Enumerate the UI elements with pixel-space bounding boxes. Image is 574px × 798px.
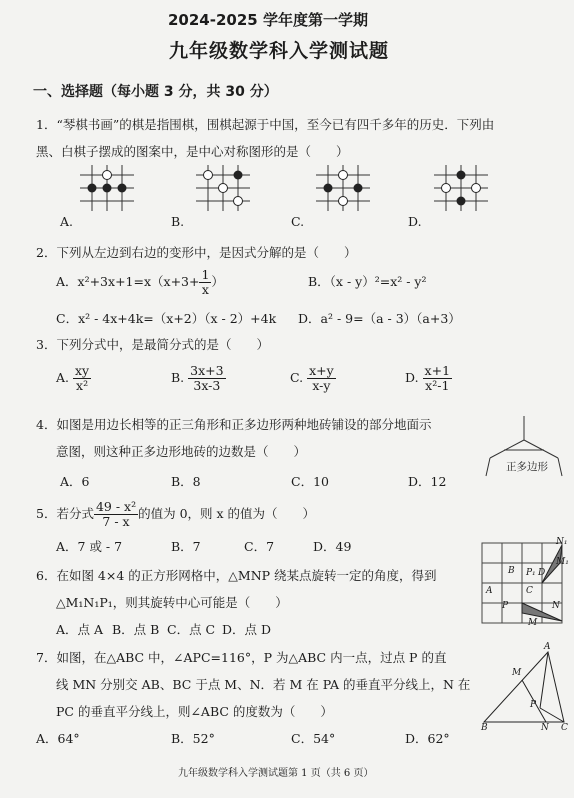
q3-b-label: B. [171,370,185,385]
q1-option-a[interactable]: A. [60,214,74,229]
q3-b-den: 3x-3 [193,378,221,393]
q3-text: 3．下列分式中，是最简分式的是（ ） [36,337,269,352]
q1-board-b [196,165,250,211]
q7-option-b[interactable]: B．52° [171,731,215,746]
q6-label-n1: N₁ [556,537,568,547]
section-title: 一、选择题（每小题 3 分，共 30 分） [33,84,278,100]
q2-option-a-pre: A．x²+3x+1=x（x+3+ [56,274,200,289]
q5-den: 7 - x [102,514,130,529]
q5-pre: 5．若分式 [36,506,94,521]
q2-a-den: x [201,282,209,297]
q7-label-c: C [561,723,568,733]
q5-num: 49 - x² [95,499,137,514]
q3-c-fraction [307,364,336,393]
q3-d-fraction [423,364,452,393]
q5-option-d[interactable]: D．49 [313,539,352,554]
q3-option-c[interactable] [290,364,336,393]
q3-c-num: x+y [309,363,334,378]
q4-text2: 意图，则这种正多边形地砖的边数是（ ） [56,444,307,459]
q2-option-c[interactable]: C．x² - 4x+4k=（x+2）（x - 2）+4k [56,311,277,326]
q1-option-d[interactable]: D. [408,214,422,229]
q6-text1: 6．在如图 4×4 的正方形网格中，△MNP 绕某点旋转一定的角度，得到 [36,568,437,583]
q4-text1: 4．如图是用边长相等的正三角形和正多边形两种地砖铺设的部分地面示 [36,417,432,432]
q6-label-b: B [508,566,515,576]
q6-text2: △M₁N₁P₁，则其旋转中心可能是（ ） [56,595,288,610]
q5-option-b[interactable]: B．7 [171,539,201,554]
q3-c-label: C. [290,370,304,385]
q3-d-label: D. [405,370,419,385]
q2-option-d[interactable]: D．a² - 9=（a - 3）（a+3） [298,311,461,326]
q3-c-den: x-y [312,378,331,393]
q3-option-d[interactable] [405,364,452,393]
q5-post: 的值为 0，则 x 的值为（ ） [138,506,316,521]
q7-option-a[interactable]: A．64° [36,731,80,746]
q7-option-d[interactable]: D．62° [405,731,450,746]
q1-option-c[interactable]: C. [291,214,305,229]
q1-text1: 1．“琴棋书画”的棋是指围棋，围棋起源于中国，至今已有四千多年的历史．下列由 [36,117,495,132]
q6-option-c[interactable]: C．点 C [167,622,216,637]
q1-board-d [434,165,488,211]
q7-label-b: B [481,723,488,733]
q7-text3: PC 的垂直平分线上，则∠ABC 的度数为（ ） [56,704,333,719]
q6-label-p: P [502,601,509,611]
q6-label-p1: P₁ [526,568,536,578]
q1-option-b[interactable]: B. [171,214,185,229]
q7-option-c[interactable]: C．54° [291,731,336,746]
q6-label-m: M [528,618,538,628]
q6-label-d: D [538,568,546,578]
page-footer: 九年级数学科入学测试题第 1 页（共 6 页） [178,768,374,779]
q6-option-b[interactable]: B．点 B [112,622,160,637]
q3-d-den: x²-1 [425,378,450,393]
q6-label-n: N [552,601,560,611]
q3-a-label: A. [56,370,70,385]
q4-figure-label: 正多边形 [506,461,548,473]
q2-option-a-fraction [199,268,211,297]
q7-label-n: N [541,723,549,733]
q6-option-a[interactable]: A．点 A [56,622,104,637]
q1-text2: 黑、白棋子摆成的图案中，是中心对称图形的是（ ） [36,144,349,159]
q4-option-b[interactable]: B．8 [171,474,201,489]
q3-option-b[interactable] [171,364,226,393]
q4-option-a[interactable]: A．6 [60,474,90,489]
q7-label-a: A [544,642,551,652]
q3-a-den: x² [76,378,89,393]
q3-b-fraction [188,364,225,393]
q2-option-b[interactable]: B．（x - y）²=x² - y² [308,274,427,289]
q3-a-fraction [73,364,91,393]
header-line1: 2024-2025 学年度第一学期 [168,11,368,29]
q7-label-p: P [530,700,537,710]
q6-option-d[interactable]: D．点 D [222,622,272,637]
q6-label-m1: M₁ [556,557,569,567]
q5-fraction [94,500,138,529]
q5-question [36,500,315,529]
q3-b-num: 3x+3 [190,363,224,378]
q5-option-a[interactable]: A．7 或 - 7 [56,539,123,554]
q1-figures [0,160,574,235]
q6-label-c: C [526,586,533,596]
q1-board-c [316,165,370,211]
q2-option-a[interactable] [56,268,224,297]
q7-text1: 7．如图，在△ABC 中，∠APC=116°，P 为△ABC 内一点，过点 P 的直 [36,650,447,665]
q5-option-c[interactable]: C．7 [244,539,275,554]
q6-label-a: A [486,586,493,596]
q3-option-a[interactable] [56,364,91,393]
q2-text: 2．下列从左边到右边的变形中，是因式分解的是（ ） [36,245,357,260]
q1-board-a [80,165,134,211]
q3-a-num: xy [75,363,90,378]
q2-option-a-post: ） [211,274,224,289]
q3-d-num: x+1 [424,363,451,378]
page-title: 九年级数学科入学测试题 [169,40,390,62]
q4-option-d[interactable]: D．12 [408,474,447,489]
q6-grid-figure [480,541,570,629]
q7-label-m: M [512,668,522,678]
q2-a-num: 1 [201,267,210,282]
q4-option-c[interactable]: C．10 [291,474,329,489]
q7-triangle-figure [478,642,570,734]
q7-text2: 线 MN 分别交 AB、BC 于点 M、N．若 M 在 PA 的垂直平分线上，N 在 [56,677,471,692]
